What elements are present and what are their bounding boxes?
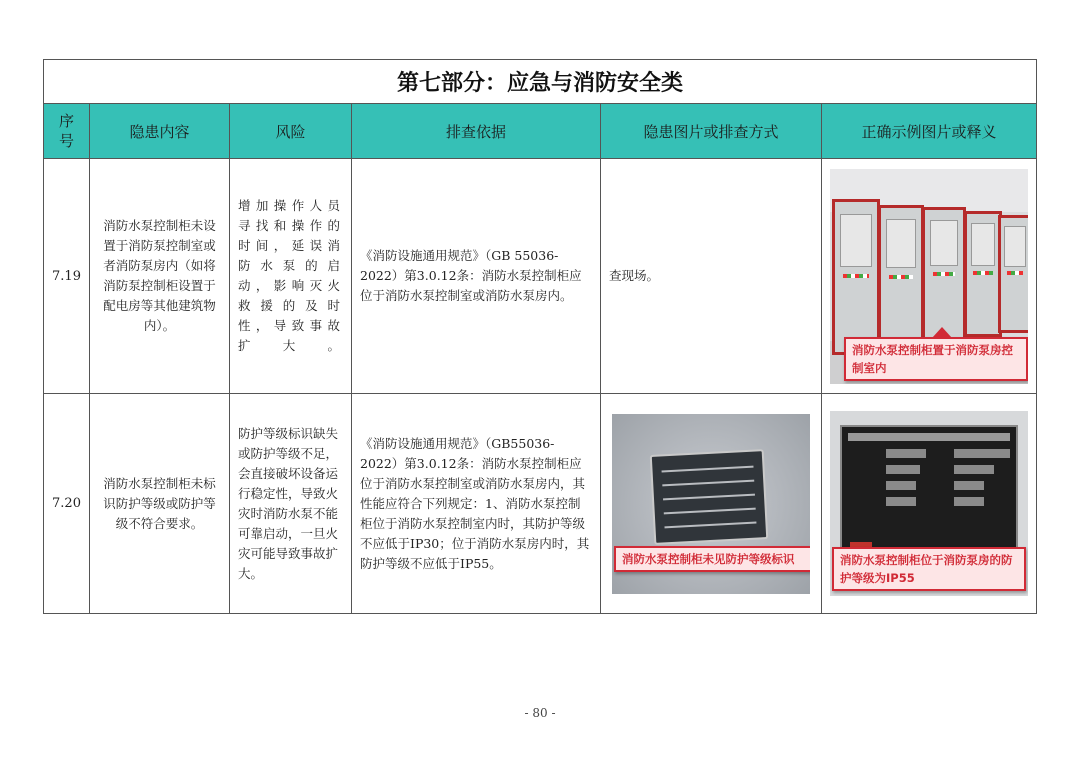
header-basis: 排查依据 [352,104,601,159]
row-risk: 防护等级标识缺失或防护等级不足，会直接破坏设备运行稳定性，导致火灾时消防水泵不能可靠启动，一旦火灾可能导致事故扩大。 [238,425,339,581]
table-header-row [44,104,1037,159]
row-seq: 7.20 [44,394,90,614]
row-risk-cell [230,159,352,394]
row-risk: 增加操作人员寻找和操作的时间，延误消防水泵的启动，影响灭火救援的及时性，导致事故扩大。 [238,198,343,353]
correct-caption-callout: 消防水泵控制柜位于消防泵房的防护等级为IP55 [832,547,1026,591]
row-risk-cell [230,394,352,614]
plate-photo-ip55 [830,411,1028,596]
row-hazard: 消防水泵控制柜未标识防护等级或防护等级不符合要求。 [103,475,216,531]
section-title: 第七部分：应急与消防安全类 [44,60,1037,104]
header-hazard: 隐患内容 [90,104,230,159]
hazard-caption-callout: 消防水泵控制柜未见防护等级标识 [614,546,810,572]
row-correct-cell [822,394,1037,614]
row-hazard-image-cell [601,394,822,614]
row-correct-cell [822,159,1037,394]
row-hazard-method: 查现场。 [609,268,660,283]
header-seq: 序号 [44,104,90,159]
table-row [44,394,1037,614]
correct-caption-callout: 消防水泵控制柜置于消防泵房控制室内 [844,337,1028,381]
header-risk: 风险 [230,104,352,159]
header-hazard-image: 隐患图片或排查方式 [601,104,822,159]
row-hazard-method-cell [601,159,822,394]
row-basis: 《消防设施通用规范》（GB 55036-2022）第3.0.12条：消防水泵控制柜应位于消防水泵控制室或消防水泵房内。 [360,248,582,303]
hazard-table [43,59,1037,614]
row-hazard-cell [90,159,230,394]
page-number: - 80 - [524,706,556,720]
cabinets-photo [830,169,1028,384]
row-basis-cell [352,394,601,614]
row-basis: 《消防设施通用规范》（GB55036-2022）第3.0.12条：消防水泵控制柜应位于消防水泵控制室或消防水泵房内，其性能应符合下列规定：1、消防水泵控制柜位于消防水泵控制室内时，其防护等级不应低于IP30；位于消防水泵房内时，其防护等级不应低于IP55。 [360,435,590,571]
row-basis-cell [352,159,601,394]
row-seq: 7.19 [44,159,90,394]
row-hazard: 消防水泵控制柜未设置于消防泵控制室或者消防泵房内（如将消防泵控制柜设置于配电房等其他建筑物内）。 [103,218,216,333]
table-row [44,159,1037,394]
header-correct-image: 正确示例图片或释义 [822,104,1037,159]
row-hazard-cell [90,394,230,614]
plate-photo-missing-rating [612,414,810,594]
